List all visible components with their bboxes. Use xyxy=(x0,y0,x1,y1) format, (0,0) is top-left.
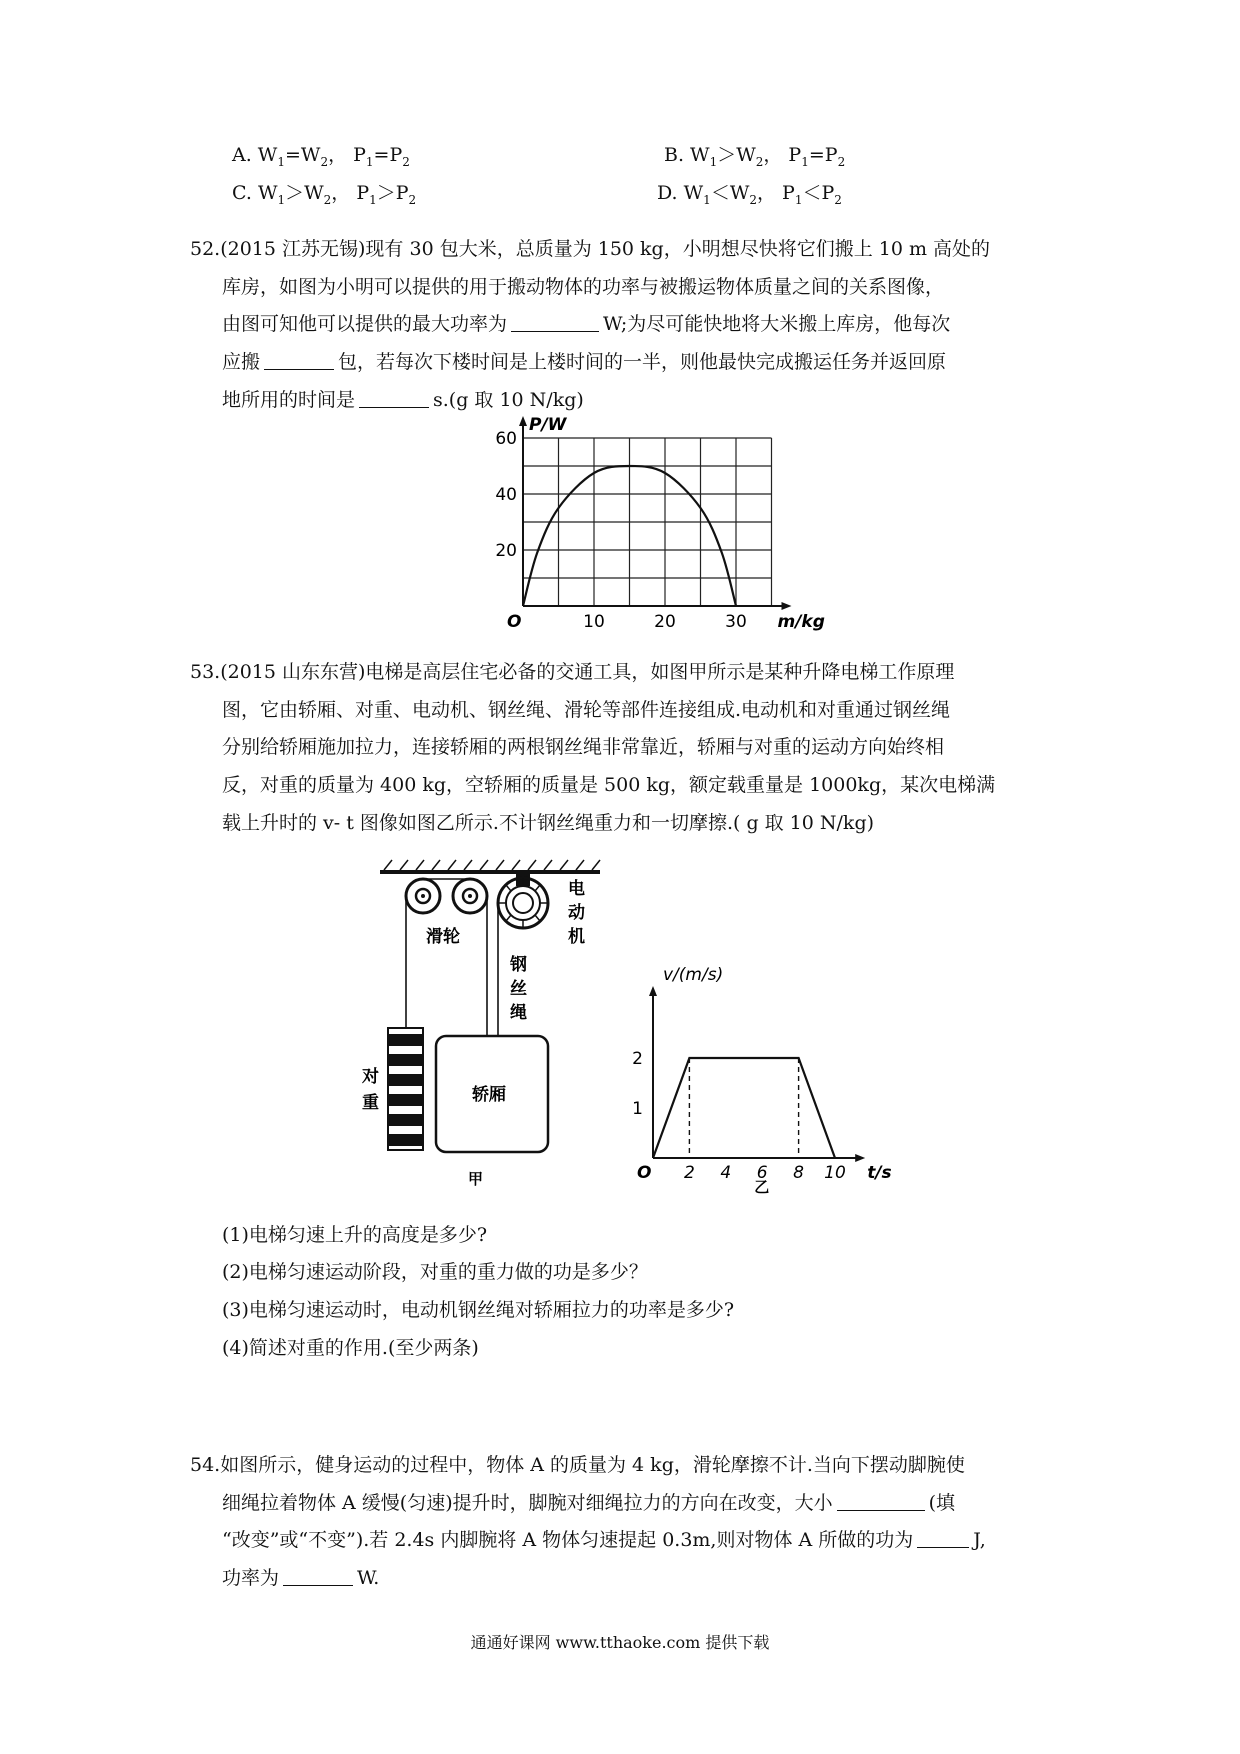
q54-blank-power[interactable] xyxy=(283,1567,353,1586)
x-tick-label: 30 xyxy=(725,612,747,632)
y-tick-label: 20 xyxy=(495,541,517,561)
label-car: 轿厢 xyxy=(472,1085,506,1105)
q53-sub-3: (3)电梯匀速运动时，电动机钢丝绳对轿厢拉力的功率是多少? xyxy=(222,1299,735,1321)
x-tick-label: 8 xyxy=(793,1163,805,1183)
velocity-time-chart xyxy=(615,958,905,1194)
q54-blank-work[interactable] xyxy=(917,1529,969,1548)
x-axis-arrow xyxy=(782,602,792,610)
x-tick-label: 20 xyxy=(654,612,676,632)
q54-blank-change[interactable] xyxy=(837,1492,925,1511)
x-axis-label: m/kg xyxy=(777,612,825,632)
y-axis-arrow xyxy=(649,986,657,996)
q54-line-4: 功率为 W. xyxy=(222,1567,380,1589)
q52-blank-max-power[interactable] xyxy=(511,313,599,332)
q53-line-3: 分别给轿厢施加拉力，连接轿厢的两根钢丝绳非常靠近，轿厢与对重的运动方向始终相 xyxy=(222,736,945,758)
x-tick-label: 2 xyxy=(683,1163,695,1183)
ceiling-beam xyxy=(380,870,600,874)
caption-yi: 乙 xyxy=(754,1178,770,1196)
label-pulley: 滑轮 xyxy=(426,927,460,947)
q52-line-4: 应搬 包，若每次下楼时间是上楼时间的一半，则他最快完成搬运任务并返回原 xyxy=(222,351,947,373)
q53-sub-1: (1)电梯匀速上升的高度是多少? xyxy=(222,1224,488,1246)
y-axis-label: P/W xyxy=(529,415,567,435)
label-motor-3: 机 xyxy=(568,927,585,947)
q54-line-2: 细绳拉着物体 A 缓慢(匀速)提升时，脚腕对细绳拉力的方向在改变，大小 (填 xyxy=(222,1492,956,1514)
power-mass-chart xyxy=(475,415,825,638)
pulley-left xyxy=(406,879,440,913)
q52-line-3: 由图可知他可以提供的最大功率为 W;为尽可能快地将大米搬上库房，他每次 xyxy=(222,313,951,335)
origin-label: O xyxy=(637,1163,652,1183)
q54-line-3: “改变”或“不变”).若 2.4s 内脚腕将 A 物体匀速提起 0.3m,则对物体 A 所做的功为 J, xyxy=(222,1529,986,1551)
label-motor-2: 动 xyxy=(568,903,585,923)
label-rope-2: 丝 xyxy=(510,979,527,999)
q52-line-5: 地所用的时间是 s.(g 取 10 N/kg) xyxy=(222,389,584,411)
x-tick-label: 10 xyxy=(824,1163,846,1183)
label-counterweight-2: 重 xyxy=(362,1093,379,1113)
q53-sub-2: (2)电梯匀速运动阶段，对重的重力做的功是多少？ xyxy=(222,1261,648,1283)
label-rope-1: 钢 xyxy=(510,955,527,975)
q53-line-5: 载上升时的 v- t 图像如图乙所示.不计钢丝绳重力和一切摩擦.( g 取 10 N/kg) xyxy=(222,812,875,834)
y-axis-arrow xyxy=(519,416,527,426)
q53-line-2: 图，它由轿厢、对重、电动机、钢丝绳、滑轮等部件连接组成.电动机和对重通过钢丝绳 xyxy=(222,699,951,721)
y-tick-label: 2 xyxy=(632,1049,643,1069)
label-motor-1: 电 xyxy=(568,879,585,899)
q51-option-b: B. $W_1>W_2$， $P_1=P_2$ xyxy=(664,144,846,169)
q51-option-d: D. $W_1<W_2$， $P_1<P_2$ xyxy=(657,182,842,207)
q51-option-c: C. $W_1>W_2$， $P_1>P_2$ xyxy=(232,182,417,207)
y-tick-label: 1 xyxy=(632,1099,643,1119)
y-axis-label: v/(m/s) xyxy=(663,965,724,985)
ceiling-hatching xyxy=(384,860,600,870)
x-tick-label: 10 xyxy=(583,612,605,632)
q51-option-a: A. $W_1=W_2$， $P_1=P_2$ xyxy=(232,144,410,169)
motor-wheel xyxy=(498,872,548,928)
x-tick-label: 6 xyxy=(756,1163,768,1183)
y-tick-label: 60 xyxy=(495,429,517,449)
q53-sub-4: (4)简述对重的作用.(至少两条) xyxy=(222,1337,479,1359)
q53-line-1: 53.(2015 山东东营)电梯是高层住宅必备的交通工具，如图甲所示是某种升降电梯工作原理 xyxy=(190,661,955,683)
series-line-velocity xyxy=(653,1058,835,1158)
page-footer: 通通好课网 www.tthaoke.com 提供下载 xyxy=(470,1633,770,1652)
y-tick-label: 40 xyxy=(495,485,517,505)
x-axis-label: t/s xyxy=(867,1163,892,1183)
caption-jia: 甲 xyxy=(468,1170,484,1188)
origin-label: O xyxy=(507,612,522,632)
x-tick-label: 4 xyxy=(720,1163,732,1183)
q52-line-1: 52.(2015 江苏无锡)现有 30 包大米，总质量为 150 kg，小明想尽快将它们搬上 10 m 高处的 xyxy=(190,238,991,260)
q54-line-1: 54.如图所示，健身运动的过程中，物体 A 的质量为 4 kg，滑轮摩擦不计.当向下摆动脚腕使 xyxy=(190,1454,965,1476)
label-counterweight-1: 对 xyxy=(362,1067,379,1087)
q53-line-4: 反，对重的质量为 400 kg，空轿厢的质量是 500 kg，额定载重量是 1000kg，某次电梯满 xyxy=(222,774,996,796)
q52-blank-packs[interactable] xyxy=(264,351,334,370)
q52-line-2: 库房，如图为小明可以提供的用于搬动物体的功率与被搬运物体质量之间的关系图像， xyxy=(222,276,945,298)
q52-blank-time[interactable] xyxy=(359,389,429,408)
pulley-right xyxy=(453,879,487,913)
label-rope-3: 绳 xyxy=(510,1003,527,1023)
elevator-diagram xyxy=(362,858,620,1192)
counterweight-block xyxy=(388,1028,423,1150)
x-axis-arrow xyxy=(855,1154,865,1162)
